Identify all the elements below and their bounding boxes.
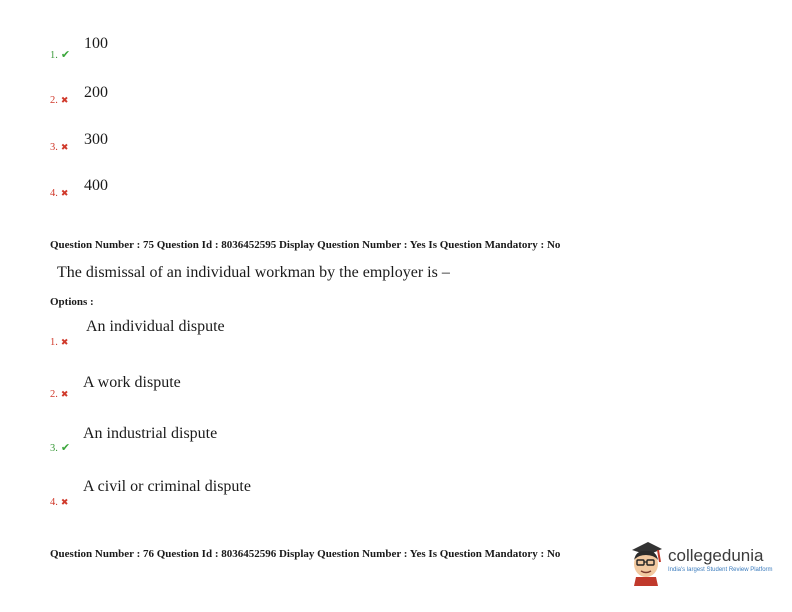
cross-icon: ✖ (60, 338, 69, 348)
question-text: The dismissal of an individual workman by the employer is – (57, 264, 450, 281)
cross-icon: ✖ (60, 390, 69, 400)
question-meta: Question Number : 76 Question Id : 8036452596 Display Question Number : Yes Is Question Mandatory : No (50, 548, 561, 560)
option-number: 2. ✖ (50, 389, 69, 400)
cross-icon: ✖ (60, 96, 69, 106)
check-icon: ✔ (60, 48, 71, 61)
option-number: 3. ✔ (50, 441, 71, 454)
option-text: 400 (84, 177, 108, 194)
option-text: A work dispute (83, 374, 181, 391)
option-number: 3. ✖ (50, 142, 69, 153)
option-number: 1. ✔ (50, 48, 71, 61)
option-text: 100 (84, 35, 108, 52)
option-number: 1. ✖ (50, 337, 69, 348)
options-label: Options : (50, 296, 94, 308)
option-text: An industrial dispute (83, 425, 218, 442)
option-text: 300 (84, 131, 108, 148)
cross-icon: ✖ (60, 143, 69, 153)
question-meta: Question Number : 75 Question Id : 8036452595 Display Question Number : Yes Is Question Mandatory : No (50, 239, 561, 251)
check-icon: ✔ (60, 441, 71, 454)
logo-wordmark: collegedunia (668, 546, 764, 565)
mascot-icon (628, 540, 666, 586)
cross-icon: ✖ (60, 189, 69, 199)
option-number: 2. ✖ (50, 95, 69, 106)
collegedunia-logo (628, 540, 778, 590)
logo-tagline: India's largest Student Review Platform (668, 567, 773, 573)
cross-icon: ✖ (60, 498, 69, 508)
option-number: 4. ✖ (50, 497, 69, 508)
option-text: 200 (84, 84, 108, 101)
option-text: An individual dispute (86, 318, 225, 335)
option-text: A civil or criminal dispute (83, 478, 251, 495)
option-number: 4. ✖ (50, 188, 69, 199)
